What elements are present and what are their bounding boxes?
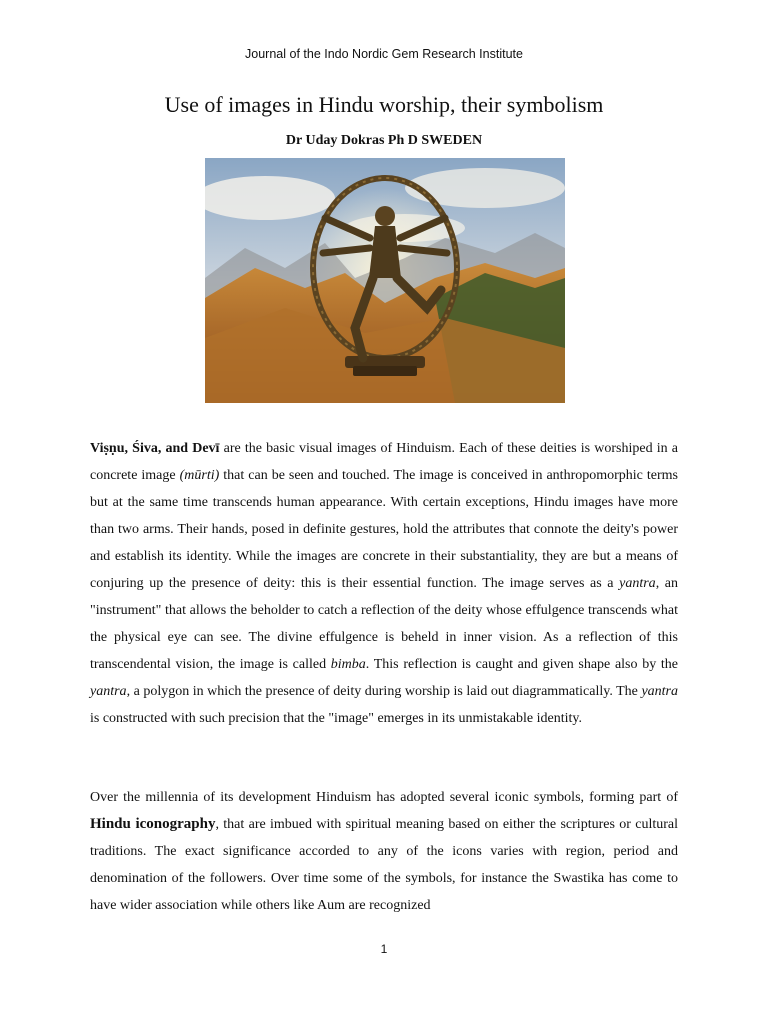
hindu-iconography-link[interactable]: Hindu iconography	[90, 816, 216, 832]
journal-header: Journal of the Indo Nordic Gem Research Institute	[245, 47, 523, 61]
nataraja-figure-image	[205, 158, 565, 403]
page-number: 1	[380, 942, 388, 956]
paragraph-deities: Viṣṇu, Śiva, and Devī are the basic visual images of Hinduism. Each of these deities is worshiped in a concrete image (mūrti) that can be seen and touched. The image is conceived in anthropomorphic terms but at the same time transcends human appearance. With certain exceptions, Hindu images have more than two arms. Their hands, posed in definite gestures, hold the attributes that connote the deity's power and establish its identity. While the images are concrete in their substantiality, they are but a means of conjuring up the presence of deity: this is their essential function. The image serves as a yantra, an "instrument" that allows the beholder to catch a reflection of the deity whose effulgence transcends what the physical eye can see. The divine effulgence is beheld in inner vision. As a reflection of this transcendental vision, the image is called bimba. This reflection is caught and given shape also by the yantra, a polygon in which the presence of deity during worship is laid out diagrammatically. The yantra is constructed with such precision that the "image" emerges in its unmistakable identity.	[90, 441, 679, 726]
paragraph-iconography: Over the millennia of its development Hinduism has adopted several iconic symbols, forming part of Hindu iconography, that are imbued with spiritual meaning based on either the scriptures or cultural traditions. The exact significance accorded to any of the icons varies with region, period and denomination of the followers. Over time some of the symbols, for instance the Swastika has come to have wider association while others like Aum are recognized	[90, 790, 678, 913]
deities-term: Viṣṇu, Śiva, and Devī	[90, 441, 220, 456]
yantra-term: yantra	[90, 684, 127, 699]
bimba-term: bimba	[330, 657, 366, 672]
yantra-term: yantra	[619, 576, 656, 591]
author-line: Dr Uday Dokras Ph D SWEDEN	[285, 133, 483, 148]
article-title: Use of images in Hindu worship, their symbolism	[164, 92, 604, 117]
murti-term: (mūrti)	[179, 468, 220, 483]
yantra-term: yantra	[641, 684, 678, 699]
